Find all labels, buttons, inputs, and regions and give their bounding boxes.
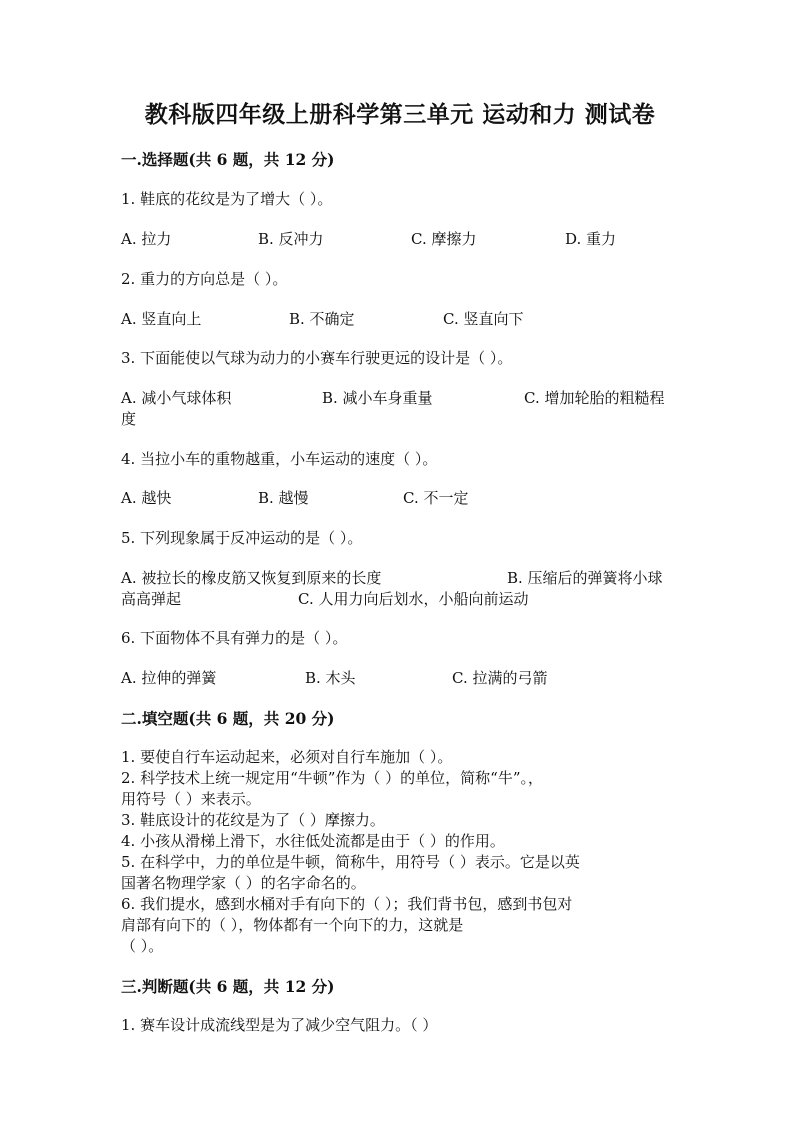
fill-line-2: 2. 科学技术上统一规定用“牛顿”作为（ ）的单位，简称“牛”。， bbox=[121, 769, 544, 787]
section-heading-multiple-choice: 一.选择题(共 6 题，共 12 分) bbox=[121, 150, 335, 169]
fill-line-1: 1. 要使自行车运动起来，必须对自行车施加（ ）。 bbox=[121, 748, 453, 766]
question-1-option-d: D. 重力 bbox=[565, 230, 617, 248]
fill-line-5: 4. 小孩从滑梯上滑下，水往低处流都是由于（ ）的作用。 bbox=[121, 832, 505, 850]
question-1-option-b: B. 反冲力 bbox=[258, 230, 324, 248]
question-2-option-b: B. 不确定 bbox=[289, 310, 355, 328]
section-heading-true-false: 三.判断题(共 6 题，共 12 分) bbox=[121, 977, 335, 996]
judge-line-1: 1. 赛车设计成流线型是为了减少空气阻力。（ ） bbox=[121, 1016, 438, 1034]
question-6-stem: 6. 下面物体不具有弹力的是（ ）。 bbox=[121, 629, 348, 647]
question-6-option-b: B. 木头 bbox=[305, 669, 356, 687]
question-2-option-c: C. 竖直向下 bbox=[443, 310, 524, 328]
question-1-option-c: C. 摩擦力 bbox=[411, 230, 477, 248]
question-2-option-a: A. 竖直向上 bbox=[121, 310, 202, 328]
question-4-stem: 4. 当拉小车的重物越重，小车运动的速度（ ）。 bbox=[121, 450, 438, 468]
question-4-option-c: C. 不一定 bbox=[403, 489, 469, 507]
question-5-option-a: A. 被拉长的橡皮筋又恢复到原来的长度 bbox=[121, 569, 382, 587]
question-2-stem: 2. 重力的方向总是（ ）。 bbox=[121, 270, 288, 288]
question-4-option-b: B. 越慢 bbox=[258, 489, 309, 507]
question-1-stem: 1. 鞋底的花纹是为了增大（ ）。 bbox=[121, 190, 333, 208]
question-3-option-b: B. 减小车身重量 bbox=[322, 389, 433, 407]
page-title: 教科版四年级上册科学第三单元 运动和力 测试卷 bbox=[144, 101, 656, 128]
question-6-option-a: A. 拉伸的弹簧 bbox=[121, 669, 217, 687]
fill-line-6: 5. 在科学中，力的单位是牛顿，简称牛，用符号（ ）表示。它是以英 bbox=[121, 853, 580, 871]
question-3-option-c: C. 增加轮胎的粗糙程 bbox=[524, 389, 665, 407]
fill-line-8: 6. 我们提水，感到水桶对手有向下的（ ）；我们背书包，感到书包对 bbox=[121, 895, 573, 913]
question-5-option-b-wrap: 高高弹起 bbox=[121, 590, 182, 608]
fill-line-3: 用符号（ ）来表示。 bbox=[121, 790, 261, 808]
fill-line-4: 3. 鞋底设计的花纹是为了（ ）摩擦力。 bbox=[121, 811, 385, 829]
section-heading-fill-in: 二.填空题(共 6 题，共 20 分) bbox=[121, 709, 335, 728]
question-1-option-a: A. 拉力 bbox=[121, 230, 172, 248]
question-3-option-a: A. 减小气球体积 bbox=[121, 389, 232, 407]
question-5-option-c: C. 人用力向后划水，小船向前运动 bbox=[298, 590, 529, 608]
question-5-stem: 5. 下列现象属于反冲运动的是（ ）。 bbox=[121, 529, 363, 547]
fill-line-9: 肩部有向下的（ ），物体都有一个向下的力，这就是 bbox=[121, 916, 464, 934]
fill-line-7: 国著名物理学家（ ）的名字命名的。 bbox=[121, 874, 366, 892]
question-4-option-a: A. 越快 bbox=[121, 489, 172, 507]
question-3-option-c-wrap: 度 bbox=[121, 410, 137, 428]
fill-line-10: （ ）。 bbox=[121, 937, 164, 955]
question-6-option-c: C. 拉满的弓箭 bbox=[452, 669, 548, 687]
question-5-option-b: B. 压缩后的弹簧将小球 bbox=[507, 569, 663, 587]
question-3-stem: 3. 下面能使以气球为动力的小赛车行驶更远的设计是（ ）。 bbox=[121, 349, 513, 367]
